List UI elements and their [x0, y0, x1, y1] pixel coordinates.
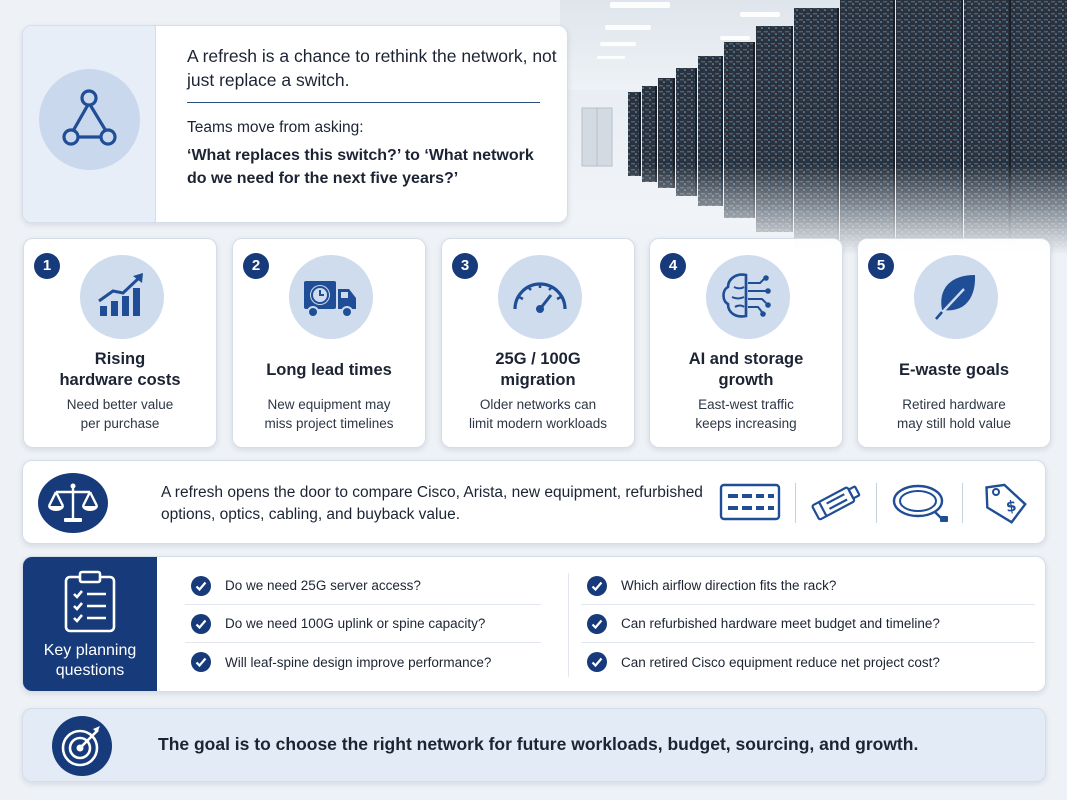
intro-lead: Teams move from asking:: [187, 119, 364, 136]
intro-card: [22, 25, 568, 223]
check-circle-icon: [191, 614, 211, 634]
driver-card-e-waste: [857, 238, 1051, 448]
driver-title: Long lead times: [266, 360, 392, 379]
driver-desc: New equipment may miss project timelines: [264, 397, 394, 431]
driver-card-ai-storage: [649, 238, 843, 448]
question-text: Do we need 100G uplink or spine capacity?: [225, 616, 486, 631]
question-text: Will leaf-spine design improve performance?: [225, 654, 492, 670]
divider: [187, 102, 540, 103]
driver-number: 3: [452, 253, 478, 279]
target-icon: [52, 716, 112, 776]
questions-label: Key planning questions: [43, 642, 137, 679]
question-item: [581, 643, 1035, 681]
balance-scale-icon: [38, 473, 108, 533]
question-item: [581, 567, 1035, 605]
price-tag-icon: [979, 479, 1031, 529]
question-item: [581, 605, 1035, 643]
divider: [568, 573, 569, 677]
intro-icon-panel: [23, 26, 156, 222]
check-circle-icon: [587, 614, 607, 634]
check-circle-icon: [191, 576, 211, 596]
speedometer-icon: [498, 255, 582, 339]
driver-title: AI and storage growth: [688, 350, 804, 389]
compare-band: [22, 460, 1046, 544]
compare-text: A refresh opens the door to compare Cisco, Arista, new equipment, refurbished options, optics, cabling, and buyback value.: [161, 484, 703, 523]
driver-number: 5: [868, 253, 894, 279]
driver-card-migration: [441, 238, 635, 448]
driver-desc: Retired hardware may still hold value: [896, 397, 1012, 431]
svg-text:$: $: [1004, 496, 1018, 516]
question-item: [185, 605, 541, 643]
rising-bar-chart-icon: [80, 255, 164, 339]
driver-number: 4: [660, 253, 686, 279]
driver-title: E-waste goals: [898, 360, 1010, 379]
driver-title: 25G / 100G migration: [495, 350, 581, 389]
driver-number: 1: [34, 253, 60, 279]
driver-number: 2: [243, 253, 269, 279]
question-item: [185, 643, 541, 681]
driver-desc: East-west traffic keeps increasing: [695, 397, 797, 431]
driver-title: Rising hardware costs: [59, 350, 181, 389]
leaf-icon: [914, 255, 998, 339]
question-text: Do we need 25G server access?: [225, 578, 421, 593]
switch-icon: [719, 479, 781, 525]
driver-desc: Older networks can limit modern workloads: [468, 397, 608, 431]
driver-card-rising-costs: [23, 238, 217, 448]
divider: [876, 483, 877, 523]
check-circle-icon: [587, 576, 607, 596]
question-text: Can retired Cisco equipment reduce net project cost?: [621, 654, 940, 670]
delivery-truck-clock-icon: [289, 255, 373, 339]
questions-label-panel: [23, 557, 157, 691]
goal-text: The goal is to choose the right network for future workloads, budget, sourcing, and growth.: [158, 734, 919, 754]
goal-band: [22, 708, 1046, 782]
intro-headline: A refresh is a chance to rethink the network, not just replace a switch.: [187, 46, 557, 90]
clipboard-checklist-icon: [61, 569, 119, 635]
network-triangle-icon: [39, 69, 140, 170]
optic-transceiver-icon: [807, 479, 865, 525]
check-circle-icon: [191, 652, 211, 672]
key-questions-card: [22, 556, 1046, 692]
divider: [962, 483, 963, 523]
cable-icon: [889, 479, 951, 525]
driver-desc: Need better value per purchase: [66, 397, 174, 431]
question-item: [185, 567, 541, 605]
check-circle-icon: [587, 652, 607, 672]
driver-card-lead-times: [232, 238, 426, 448]
ai-brain-circuit-icon: [706, 255, 790, 339]
question-text: Can refurbished hardware meet budget and timeline?: [621, 616, 940, 631]
divider: [795, 483, 796, 523]
intro-quote: ‘What replaces this switch?’ to ‘What network do we need for the next five years?’: [187, 147, 534, 187]
question-text: Which airflow direction fits the rack?: [621, 578, 837, 593]
